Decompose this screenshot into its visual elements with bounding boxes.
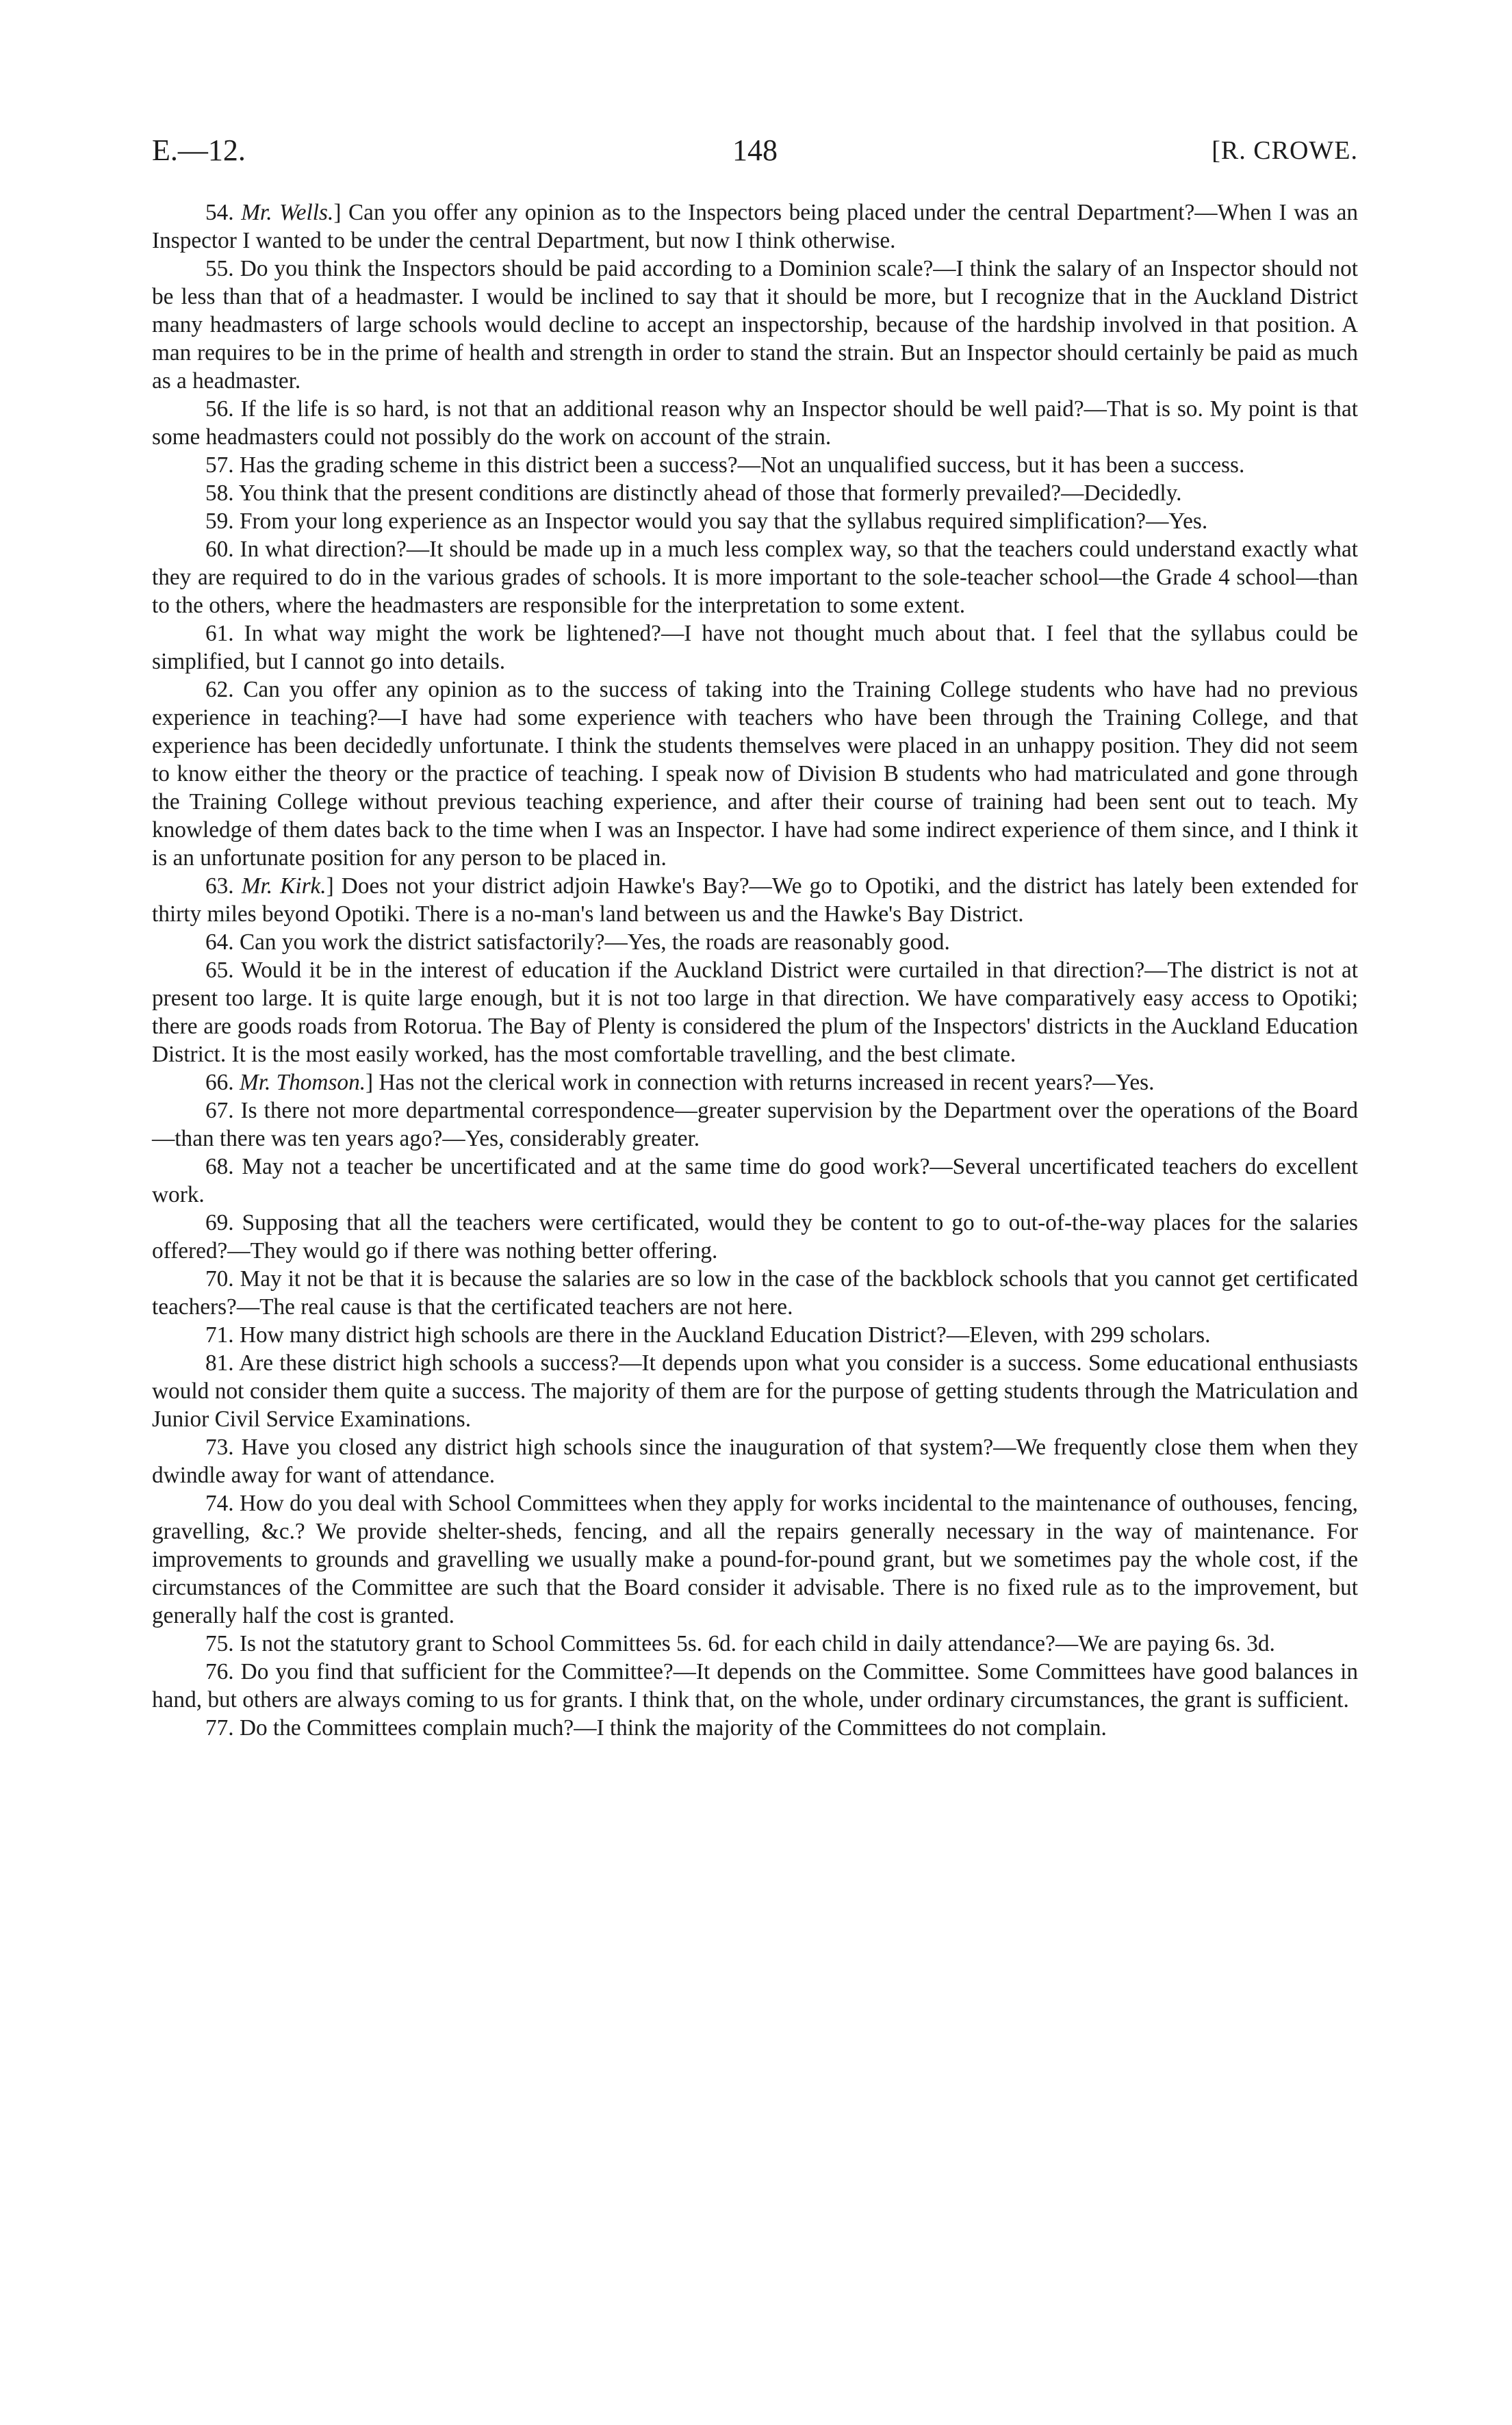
evidence-paragraph: 69. Supposing that all the teachers were certificated, would they be content to go to out-of-the-way places for the salaries offered?—They would go if there was nothing better offering. — [152, 1210, 1358, 1263]
evidence-paragraph: 65. Would it be in the interest of education if the Auckland District were curtailed in that direction?—The district is not at present too large. It is quite large enough, but it is not too large in that direction. We have comparatively easy access to Opotiki; there are goods roads from Rotorua. The Bay of Plenty is considered the plum of the Inspectors' districts in the Auckland Education District. It is the most easily worked, has the most comfortable travelling, and the best climate. — [152, 958, 1358, 1067]
evidence-paragraph: 60. In what direction?—It should be made up in a much less complex way, so that the teachers could understand exactly what they are required to do in the various grades of schools. It is more important to the sole-teacher school—the Grade 4 school—than to the others, where the headmasters are responsible for the interpretation to some extent. — [152, 537, 1358, 618]
evidence-paragraph: 75. Is not the statutory grant to School Committees 5s. 6d. for each child in daily attendance?—We are paying 6s. 3d. — [205, 1631, 1275, 1656]
speaker-name: Mr. Thomson. — [239, 1070, 366, 1095]
page-number: 148 — [732, 133, 778, 167]
evidence-text — [152, 198, 1358, 1742]
evidence-paragraph: 61. In what way might the work be lightened?—I have not thought much about that. I feel that the syllabus could be simplified, but I cannot go into details. — [152, 621, 1358, 674]
evidence-paragraph: 59. From your long experience as an Inspector would you say that the syllabus required simplification?—Yes. — [205, 509, 1208, 534]
evidence-paragraph: 55. Do you think the Inspectors should be paid according to a Dominion scale?—I think the salary of an Inspector should not be less than that of a headmaster. I would be inclined to say that it should be more, but I recognize that in the Auckland District many headmasters of large schools would decline to accept an inspectorship, because of the hardship involved in that position. A man requires to be in the prime of health and strength in order to stand the strain. But an Inspector should certainly be paid as much as a headmaster. — [152, 256, 1358, 394]
speaker-name: Mr. Kirk. — [241, 873, 326, 899]
evidence-paragraph: 67. Is there not more departmental correspondence—greater supervision by the Department over the operations of the Board—than there was ten years ago?—Yes, considerably greater. — [152, 1098, 1358, 1151]
evidence-paragraph: 70. May it not be that it is because the salaries are so low in the case of the backblock schools that you cannot get certificated teachers?—The real cause is that the certificated teachers are not here. — [152, 1266, 1358, 1320]
evidence-paragraph: 77. Do the Committees complain much?—I think the majority of the Committees do not complain. — [205, 1715, 1107, 1741]
evidence-paragraph: 62. Can you offer any opinion as to the success of taking into the Training College students who have had no previous experience in teaching?—I have had some experience with teachers who have been through the Training College, and that experience has been decidedly unfortunate. I think the students themselves were placed in an unhappy position. They did not seem to know either the theory or the practice of teaching. I speak now of Division B students who had matriculated and gone through the Training College without previous teaching experience, and after their course of training had been sent out to teach. My knowledge of them dates back to the time when I was an Inspector. I have had some indirect experience of them since, and I think it is an unfortunate position for any person to be placed in. — [152, 677, 1358, 871]
evidence-paragraph: 64. Can you work the district satisfactorily?—Yes, the roads are reasonably good. — [205, 929, 950, 955]
evidence-paragraph: 73. Have you closed any district high schools since the inauguration of that system?—We frequently close them when they dwindle away for want of attendance. — [152, 1435, 1358, 1488]
evidence-paragraph: 76. Do you find that sufficient for the Committee?—It depends on the Committee. Some Committees have good balances in hand, but others are always coming to us for grants. I think that, on the whole, under ordinary circumstances, the grant is sufficient. — [152, 1659, 1358, 1712]
evidence-paragraph: 54. Mr. Wells.] Can you offer any opinion as to the Inspectors being placed under the central Department?—When I was an Inspector I wanted to be under the central Department, but now I think otherwise. — [152, 200, 1358, 253]
page-header — [152, 130, 1358, 171]
document-reference: E.—12. — [152, 133, 246, 167]
evidence-paragraph: 57. Has the grading scheme in this district been a success?—Not an unqualified success, but it has been a success. — [205, 452, 1245, 478]
speaker-name: Mr. Wells. — [241, 200, 334, 225]
evidence-paragraph: 81. Are these district high schools a success?—It depends upon what you consider is a success. Some educational enthusiasts would not consider them quite a success. The majority of them are for the purpose of getting students through the Matriculation and Junior Civil Service Examinations. — [152, 1350, 1358, 1432]
evidence-paragraph: 71. How many district high schools are there in the Auckland Education District?—Eleven, with 299 scholars. — [205, 1322, 1211, 1348]
evidence-paragraph: 74. How do you deal with School Committees when they apply for works incidental to the maintenance of outhouses, fencing, gravelling, &c.? We provide shelter-sheds, fencing, and all the repairs generally necessary in the way of maintenance. For improvements to grounds and gravelling we usually make a pound-for-pound grant, but we sometimes pay the whole cost, if the circumstances of the Committee are such that the Board consider it advisable. There is no fixed rule as to the improvement, but generally half the cost is granted. — [152, 1491, 1358, 1628]
evidence-paragraph: 56. If the life is so hard, is not that an additional reason why an Inspector should be well paid?—That is so. My point is that some headmasters could not possibly do the work on account of the strain. — [152, 396, 1358, 450]
evidence-paragraph: 58. You think that the present conditions are distinctly ahead of those that formerly prevailed?—Decidedly. — [205, 480, 1182, 506]
evidence-paragraph: 66. Mr. Thomson.] Has not the clerical work in connection with returns increased in recent years?—Yes. — [205, 1070, 1155, 1095]
evidence-paragraph: 63. Mr. Kirk.] Does not your district adjoin Hawke's Bay?—We go to Opotiki, and the district has lately been extended for thirty miles beyond Opotiki. There is a no-man's land between us and the Hawke's Bay District. — [152, 873, 1358, 927]
evidence-paragraph: 68. May not a teacher be uncertificated and at the same time do good work?—Several uncertificated teachers do excellent work. — [152, 1154, 1358, 1207]
witness-name: [R. CROWE. — [1212, 136, 1358, 165]
